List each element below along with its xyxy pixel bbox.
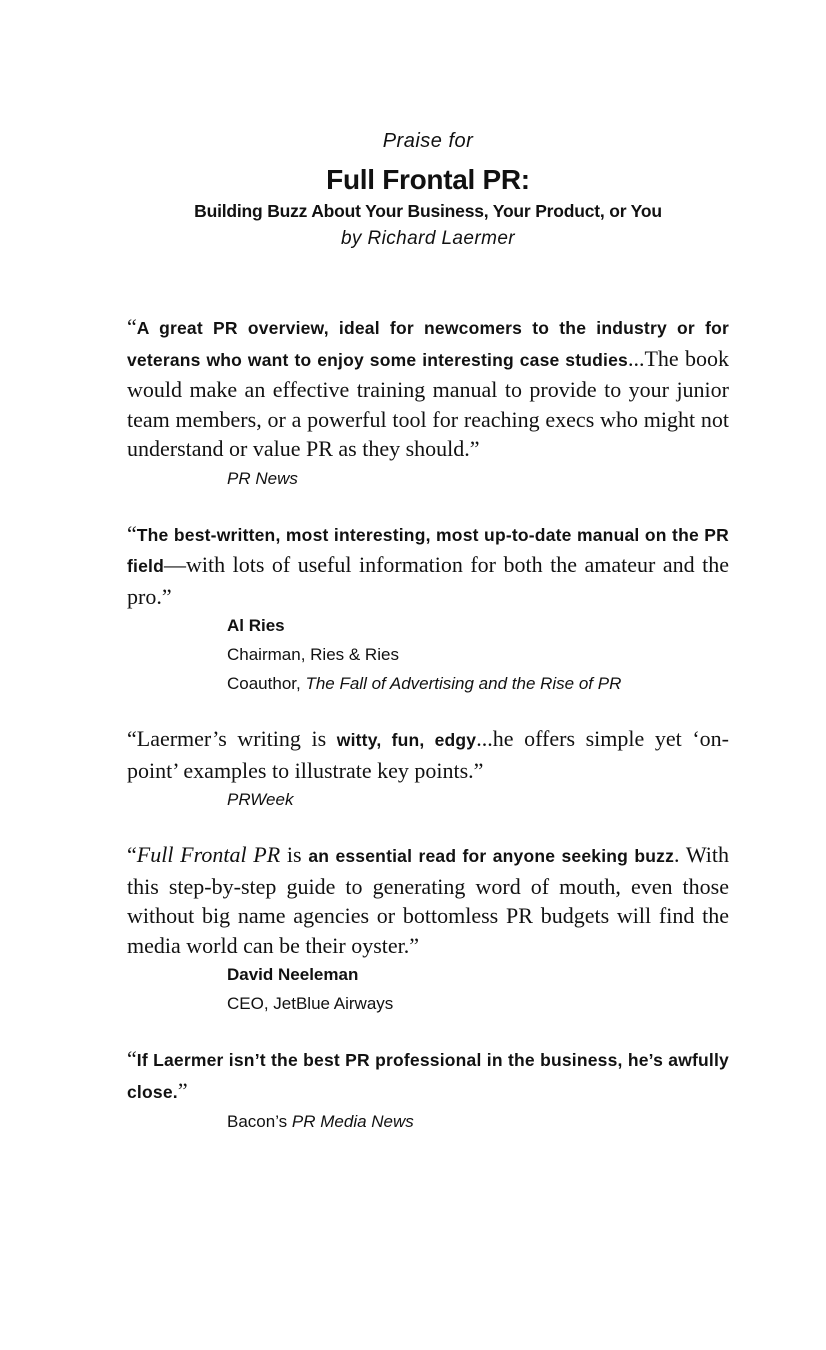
quote-text: [127, 312, 729, 464]
quote-body: ...The book would make an effective training manual to provide to your junior team members, or a powerful tool for reaching execs who might not understand or value PR as they should.”: [127, 345, 729, 461]
quote-highlight: witty, fun, edgy: [336, 730, 477, 750]
quote-body: . With this step-by-step guide to generating word of mouth, even those without big name agencies or bottomless PR budgets will find the media world can be their oyster.”: [127, 842, 729, 958]
attribution-source: PRWeek: [227, 790, 294, 809]
praise-for-label: Praise for: [382, 130, 474, 152]
coauthor-book-title: The Fall of Advertising and the Rise of PR: [305, 674, 622, 693]
quote-al-ries: [127, 519, 729, 699]
quote-text: [127, 519, 729, 612]
open-quote-mark: “: [127, 842, 137, 867]
open-quote-mark: “: [127, 314, 137, 339]
book-subtitle: Building Buzz About Your Business, Your Product, or You: [194, 201, 662, 221]
quote-highlight: If Laermer isn’t the best PR professional in the business, he’s awfully close.: [127, 1050, 729, 1102]
quote-highlight: The best-written, most interesting, most up-to-date manual on the PR field: [127, 524, 729, 576]
quote-attribution: [227, 960, 729, 1018]
attribution-coauthor: [227, 669, 729, 698]
quote-body: ...he offers simple yet ‘on-point’ examples to illustrate key points.”: [127, 726, 730, 783]
attribution-source: [227, 1107, 729, 1136]
book-byline: by Richard Laermer: [340, 228, 516, 249]
quote-lead: “Laermer’s writing is: [127, 726, 337, 751]
quote-text: [127, 1044, 729, 1107]
quote-highlight: an essential read for anyone seeking buzz: [308, 846, 675, 866]
quote-bacons: [127, 1044, 729, 1136]
quotes-list: [127, 312, 729, 1136]
coauthor-prefix: Coauthor,: [227, 674, 306, 693]
quote-body: —with lots of useful information for both the amateur and the pro.”: [127, 552, 729, 609]
attribution-source: PR News: [227, 468, 298, 488]
praise-page: [127, 126, 729, 1162]
quote-text: [127, 724, 729, 785]
quote-highlight: A great PR overview, ideal for newcomers to the industry or for veterans who want to enjoy some interesting case studies: [127, 318, 729, 370]
source-publication: PR Media News: [291, 1112, 414, 1131]
quote-prweek: [127, 724, 729, 814]
attribution-name: Al Ries: [227, 616, 285, 635]
quote-mid: is: [280, 842, 309, 867]
quote-book-title: Full Frontal PR: [136, 842, 281, 867]
book-title: Full Frontal PR:: [326, 164, 530, 195]
quote-pr-news: [127, 312, 729, 493]
book-header: [127, 126, 729, 254]
quote-attribution: [227, 464, 729, 493]
open-quote-mark: “: [127, 1046, 137, 1071]
quote-text: [127, 840, 729, 960]
attribution-title: CEO, JetBlue Airways: [227, 994, 394, 1013]
quote-attribution: [227, 785, 729, 814]
attribution-title: Chairman, Ries & Ries: [227, 645, 399, 664]
quote-attribution: [227, 1107, 729, 1136]
quote-david-neeleman: [127, 840, 729, 1018]
attribution-name: David Neeleman: [227, 965, 359, 984]
source-prefix: Bacon’s: [227, 1112, 292, 1131]
quote-attribution: [227, 611, 729, 698]
close-quote-mark: ”: [177, 1077, 188, 1103]
open-quote-mark: “: [127, 520, 137, 546]
